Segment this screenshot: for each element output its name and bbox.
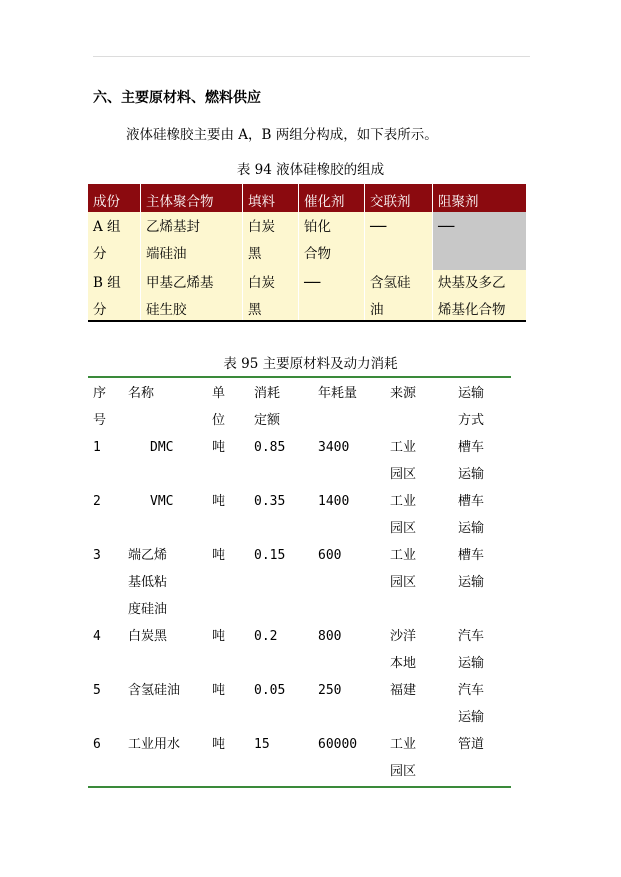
table95-top-rule xyxy=(88,376,511,378)
table94-cell: B 组 分 xyxy=(93,275,121,318)
table95-cell: 2 xyxy=(93,494,101,509)
table95-cell: 6 xyxy=(93,737,101,752)
table95-cell: 槽车 运输 xyxy=(458,440,485,482)
table95-header-cell: 年耗量 xyxy=(318,386,358,401)
table95-cell: 吨 xyxy=(212,440,226,455)
col-sep xyxy=(432,184,433,322)
table-95 xyxy=(88,376,511,788)
table95-cell: 工业用水 xyxy=(128,737,181,752)
table94-cell: 白炭 黑 xyxy=(248,275,275,318)
table95-cell: 250 xyxy=(318,683,342,698)
table95-cell: 吨 xyxy=(212,494,226,509)
table94-cell: 甲基乙烯基 硅生胶 xyxy=(146,275,214,318)
table95-cell: 0.15 xyxy=(254,548,286,563)
table94-header-cell: 填料 xyxy=(248,194,275,210)
table94-cell: ── xyxy=(370,219,387,235)
table94-cell: ── xyxy=(304,275,321,291)
table94-cell: ── xyxy=(438,219,455,235)
table94-cell: 铂化 合物 xyxy=(304,219,331,262)
table94-cell: 炔基及多乙 烯基化合物 xyxy=(438,275,506,318)
col-sep xyxy=(242,184,243,322)
table95-bottom-rule xyxy=(88,786,511,788)
table95-cell: 槽车 运输 xyxy=(458,494,485,536)
table95-header-cell: 序 号 xyxy=(93,386,107,428)
table95-cell: 工业 园区 xyxy=(390,494,417,536)
table95-cell: 3 xyxy=(93,548,101,563)
header-rule xyxy=(93,56,530,57)
table95-cell: 吨 xyxy=(212,548,226,563)
table95-cell: 3400 xyxy=(318,440,350,455)
table95-cell: 0.05 xyxy=(254,683,286,698)
table94-header-cell: 交联剂 xyxy=(370,194,411,210)
table95-cell: 0.35 xyxy=(254,494,286,509)
table94-cell: 白炭 黑 xyxy=(248,219,275,262)
table95-cell: 汽车 运输 xyxy=(458,683,485,725)
col-sep xyxy=(298,184,299,322)
table95-cell: 福建 xyxy=(390,683,417,698)
table-94 xyxy=(88,184,526,322)
table95-cell: 白炭黑 xyxy=(128,629,168,644)
table95-cell: 1400 xyxy=(318,494,350,509)
table94-caption: 表 94 液体硅橡胶的组成 xyxy=(236,162,385,178)
table95-cell: 槽车 运输 xyxy=(458,548,485,590)
table95-cell: 吨 xyxy=(212,683,226,698)
table95-cell: 吨 xyxy=(212,629,226,644)
table95-cell: 汽车 运输 xyxy=(458,629,485,671)
table95-cell: 0.85 xyxy=(254,440,286,455)
table94-header-cell: 阻聚剂 xyxy=(438,194,479,210)
table95-cell: 吨 xyxy=(212,737,226,752)
section-title: 六、主要原材料、燃料供应 xyxy=(93,90,261,106)
table94-header-cell: 成份 xyxy=(93,194,120,210)
table95-cell: DMC xyxy=(150,440,174,455)
table95-caption: 表 95 主要原材料及动力消耗 xyxy=(223,356,398,372)
table95-cell: 1 xyxy=(93,440,101,455)
table95-header-cell: 运输 方式 xyxy=(458,386,485,428)
table95-cell: 600 xyxy=(318,548,342,563)
table95-cell: 沙洋 本地 xyxy=(390,629,417,671)
table95-header-cell: 单 位 xyxy=(212,386,226,428)
table95-cell: 0.2 xyxy=(254,629,278,644)
table95-header-cell: 名称 xyxy=(128,386,155,401)
table95-cell: VMC xyxy=(150,494,174,509)
table94-header-cell: 主体聚合物 xyxy=(146,194,214,210)
table94-cell: 乙烯基封 端硅油 xyxy=(146,219,200,262)
table95-cell: 15 xyxy=(254,737,270,752)
table95-cell: 工业 园区 xyxy=(390,440,417,482)
intro-paragraph: 液体硅橡胶主要由 A，B 两组分构成，如下表所示。 xyxy=(126,127,438,143)
table95-cell: 800 xyxy=(318,629,342,644)
table95-header-cell: 消耗 定额 xyxy=(254,386,281,428)
table95-cell: 60000 xyxy=(318,737,358,752)
table95-cell: 4 xyxy=(93,629,101,644)
table95-cell: 5 xyxy=(93,683,101,698)
table95-cell: 含氢硅油 xyxy=(128,683,181,698)
col-sep xyxy=(364,184,365,322)
table95-cell: 工业 园区 xyxy=(390,737,417,779)
table95-cell: 管道 xyxy=(458,737,485,752)
table94-cell: A 组 分 xyxy=(93,219,121,262)
col-sep xyxy=(140,184,141,322)
table94-cell: 含氢硅 油 xyxy=(370,275,411,318)
table95-header-cell: 来源 xyxy=(390,386,417,401)
table94-header-cell: 催化剂 xyxy=(304,194,345,210)
table95-cell: 工业 园区 xyxy=(390,548,417,590)
table95-cell: 端乙烯 基低粘 度硅油 xyxy=(128,548,168,617)
